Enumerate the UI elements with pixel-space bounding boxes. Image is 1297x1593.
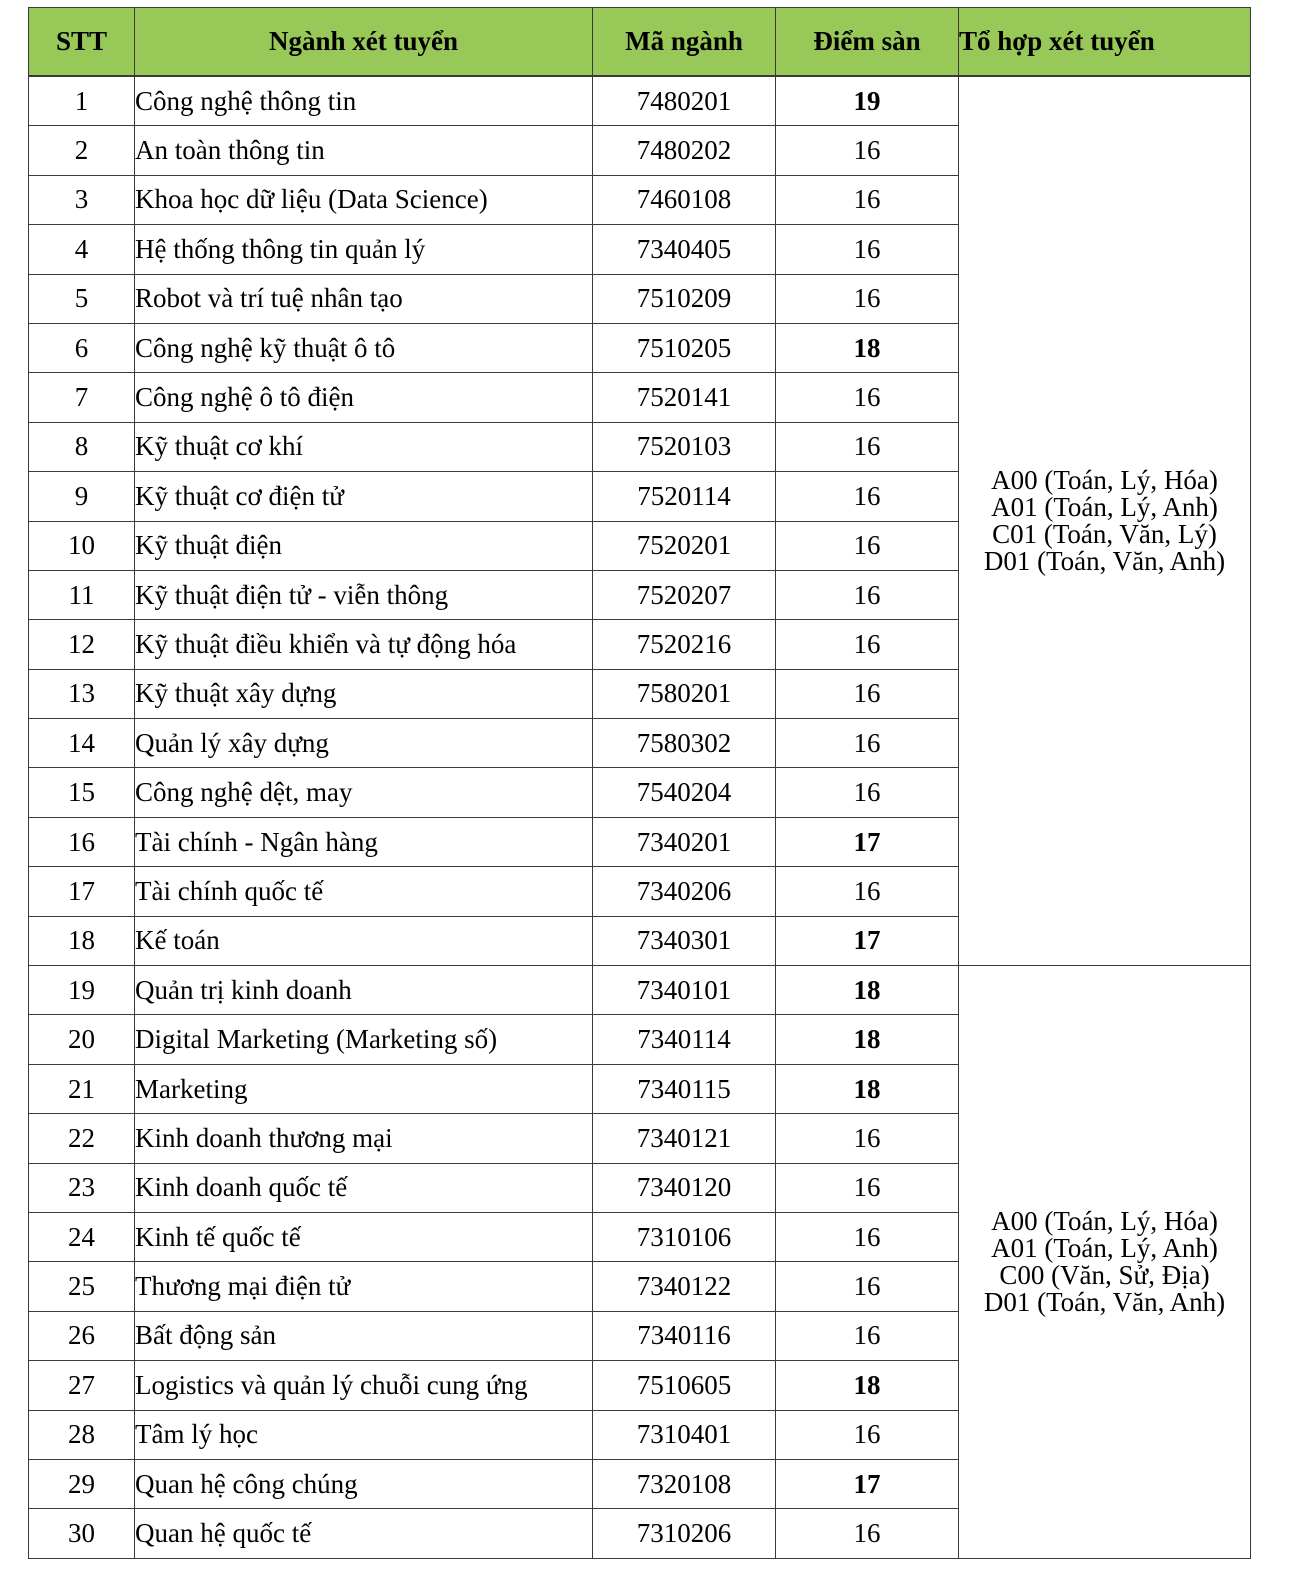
floor-score: 18 bbox=[776, 966, 959, 1015]
major-name: Logistics và quản lý chuỗi cung ứng bbox=[135, 1361, 593, 1410]
major-name: Hệ thống thông tin quản lý bbox=[135, 225, 593, 274]
floor-score: 16 bbox=[776, 175, 959, 224]
major-name: Marketing bbox=[135, 1064, 593, 1113]
major-code: 7480201 bbox=[593, 76, 776, 126]
row-number: 30 bbox=[29, 1509, 135, 1558]
major-code: 7340114 bbox=[593, 1015, 776, 1064]
major-code: 7310106 bbox=[593, 1212, 776, 1261]
major-code: 7320108 bbox=[593, 1459, 776, 1508]
major-name: Bất động sản bbox=[135, 1311, 593, 1360]
major-name: Quản trị kinh doanh bbox=[135, 966, 593, 1015]
major-code: 7340121 bbox=[593, 1114, 776, 1163]
row-number: 10 bbox=[29, 521, 135, 570]
row-number: 27 bbox=[29, 1361, 135, 1410]
floor-score: 17 bbox=[776, 916, 959, 965]
header-stt: STT bbox=[29, 8, 135, 77]
row-number: 5 bbox=[29, 274, 135, 323]
subject-combination-group bbox=[959, 76, 1251, 966]
major-name: Khoa học dữ liệu (Data Science) bbox=[135, 175, 593, 224]
header-major-code: Mã ngành bbox=[593, 8, 776, 77]
row-number: 17 bbox=[29, 867, 135, 916]
major-name: Công nghệ ô tô điện bbox=[135, 373, 593, 422]
row-number: 3 bbox=[29, 175, 135, 224]
major-name: Kỹ thuật điện tử - viễn thông bbox=[135, 570, 593, 619]
table-body bbox=[29, 76, 1251, 1558]
subject-combination: C00 (Văn, Sử, Địa) bbox=[999, 1259, 1210, 1290]
major-name: Kỹ thuật cơ điện tử bbox=[135, 472, 593, 521]
row-number: 6 bbox=[29, 323, 135, 372]
row-number: 4 bbox=[29, 225, 135, 274]
major-name: Công nghệ thông tin bbox=[135, 76, 593, 126]
major-code: 7340201 bbox=[593, 817, 776, 866]
major-name: Tài chính - Ngân hàng bbox=[135, 817, 593, 866]
major-code: 7340115 bbox=[593, 1064, 776, 1113]
floor-score: 16 bbox=[776, 620, 959, 669]
row-number: 15 bbox=[29, 768, 135, 817]
major-name: Robot và trí tuệ nhân tạo bbox=[135, 274, 593, 323]
row-number: 24 bbox=[29, 1212, 135, 1261]
row-number: 9 bbox=[29, 472, 135, 521]
major-code: 7510605 bbox=[593, 1361, 776, 1410]
floor-score: 17 bbox=[776, 1459, 959, 1508]
row-number: 13 bbox=[29, 669, 135, 718]
major-name: Tâm lý học bbox=[135, 1410, 593, 1459]
subject-combination: A00 (Toán, Lý, Hóa) bbox=[991, 465, 1218, 496]
row-number: 19 bbox=[29, 966, 135, 1015]
major-name: Công nghệ dệt, may bbox=[135, 768, 593, 817]
major-code: 7340101 bbox=[593, 966, 776, 1015]
subject-combination-group bbox=[959, 966, 1251, 1559]
floor-score: 19 bbox=[776, 76, 959, 126]
major-name: Kỹ thuật điện bbox=[135, 521, 593, 570]
floor-score: 18 bbox=[776, 323, 959, 372]
floor-score: 18 bbox=[776, 1064, 959, 1113]
major-code: 7520207 bbox=[593, 570, 776, 619]
major-name: Kinh doanh thương mại bbox=[135, 1114, 593, 1163]
floor-score: 16 bbox=[776, 1163, 959, 1212]
table-header bbox=[29, 8, 1251, 77]
floor-score: 16 bbox=[776, 719, 959, 768]
subject-combination: D01 (Toán, Văn, Anh) bbox=[983, 1286, 1226, 1317]
floor-score: 17 bbox=[776, 817, 959, 866]
row-number: 22 bbox=[29, 1114, 135, 1163]
header-major: Ngành xét tuyển bbox=[135, 8, 593, 77]
floor-score: 16 bbox=[776, 1311, 959, 1360]
row-number: 25 bbox=[29, 1262, 135, 1311]
subject-combination: C01 (Toán, Văn, Lý) bbox=[992, 519, 1217, 550]
subject-combination: D01 (Toán, Văn, Anh) bbox=[983, 546, 1226, 577]
major-code: 7520103 bbox=[593, 422, 776, 471]
major-code: 7340122 bbox=[593, 1262, 776, 1311]
major-code: 7540204 bbox=[593, 768, 776, 817]
floor-score: 16 bbox=[776, 1410, 959, 1459]
table-row bbox=[29, 76, 1251, 126]
major-name: Digital Marketing (Marketing số) bbox=[135, 1015, 593, 1064]
row-number: 28 bbox=[29, 1410, 135, 1459]
floor-score: 18 bbox=[776, 1015, 959, 1064]
row-number: 11 bbox=[29, 570, 135, 619]
floor-score: 16 bbox=[776, 867, 959, 916]
floor-score: 16 bbox=[776, 1509, 959, 1558]
floor-score: 16 bbox=[776, 521, 959, 570]
floor-score: 16 bbox=[776, 570, 959, 619]
major-name: Quản lý xây dựng bbox=[135, 719, 593, 768]
floor-score: 16 bbox=[776, 225, 959, 274]
major-name: Công nghệ kỹ thuật ô tô bbox=[135, 323, 593, 372]
row-number: 14 bbox=[29, 719, 135, 768]
header-subject-combination: Tổ hợp xét tuyển bbox=[959, 8, 1251, 77]
floor-score: 18 bbox=[776, 1361, 959, 1410]
major-code: 7510205 bbox=[593, 323, 776, 372]
major-code: 7310401 bbox=[593, 1410, 776, 1459]
major-name: Quan hệ công chúng bbox=[135, 1459, 593, 1508]
major-name: Kinh tế quốc tế bbox=[135, 1212, 593, 1261]
row-number: 20 bbox=[29, 1015, 135, 1064]
subject-combination: A01 (Toán, Lý, Anh) bbox=[991, 492, 1218, 523]
floor-score: 16 bbox=[776, 669, 959, 718]
floor-score: 16 bbox=[776, 1262, 959, 1311]
major-name: Thương mại điện tử bbox=[135, 1262, 593, 1311]
major-code: 7340116 bbox=[593, 1311, 776, 1360]
header-floor-score: Điểm sàn bbox=[776, 8, 959, 77]
row-number: 1 bbox=[29, 76, 135, 126]
major-code: 7580201 bbox=[593, 669, 776, 718]
major-name: Kinh doanh quốc tế bbox=[135, 1163, 593, 1212]
major-code: 7520216 bbox=[593, 620, 776, 669]
major-code: 7520201 bbox=[593, 521, 776, 570]
major-name: Kế toán bbox=[135, 916, 593, 965]
floor-score: 16 bbox=[776, 472, 959, 521]
major-name: Kỹ thuật điều khiển và tự động hóa bbox=[135, 620, 593, 669]
major-code: 7460108 bbox=[593, 175, 776, 224]
table-row bbox=[29, 966, 1251, 1015]
admission-score-table bbox=[28, 7, 1251, 1559]
major-name: An toàn thông tin bbox=[135, 126, 593, 175]
major-code: 7520141 bbox=[593, 373, 776, 422]
row-number: 26 bbox=[29, 1311, 135, 1360]
major-code: 7480202 bbox=[593, 126, 776, 175]
major-code: 7340405 bbox=[593, 225, 776, 274]
floor-score: 16 bbox=[776, 1212, 959, 1261]
subject-combination: A00 (Toán, Lý, Hóa) bbox=[991, 1205, 1218, 1236]
floor-score: 16 bbox=[776, 1114, 959, 1163]
floor-score: 16 bbox=[776, 373, 959, 422]
row-number: 16 bbox=[29, 817, 135, 866]
row-number: 2 bbox=[29, 126, 135, 175]
major-code: 7580302 bbox=[593, 719, 776, 768]
major-code: 7340301 bbox=[593, 916, 776, 965]
row-number: 12 bbox=[29, 620, 135, 669]
major-name: Kỹ thuật cơ khí bbox=[135, 422, 593, 471]
major-code: 7520114 bbox=[593, 472, 776, 521]
floor-score: 16 bbox=[776, 274, 959, 323]
row-number: 18 bbox=[29, 916, 135, 965]
subject-combination: A01 (Toán, Lý, Anh) bbox=[991, 1232, 1218, 1263]
row-number: 23 bbox=[29, 1163, 135, 1212]
row-number: 7 bbox=[29, 373, 135, 422]
major-name: Kỹ thuật xây dựng bbox=[135, 669, 593, 718]
floor-score: 16 bbox=[776, 768, 959, 817]
major-code: 7340120 bbox=[593, 1163, 776, 1212]
major-code: 7310206 bbox=[593, 1509, 776, 1558]
major-name: Quan hệ quốc tế bbox=[135, 1509, 593, 1558]
row-number: 29 bbox=[29, 1459, 135, 1508]
major-code: 7340206 bbox=[593, 867, 776, 916]
header-row bbox=[29, 8, 1251, 77]
row-number: 8 bbox=[29, 422, 135, 471]
floor-score: 16 bbox=[776, 422, 959, 471]
row-number: 21 bbox=[29, 1064, 135, 1113]
major-name: Tài chính quốc tế bbox=[135, 867, 593, 916]
floor-score: 16 bbox=[776, 126, 959, 175]
major-code: 7510209 bbox=[593, 274, 776, 323]
